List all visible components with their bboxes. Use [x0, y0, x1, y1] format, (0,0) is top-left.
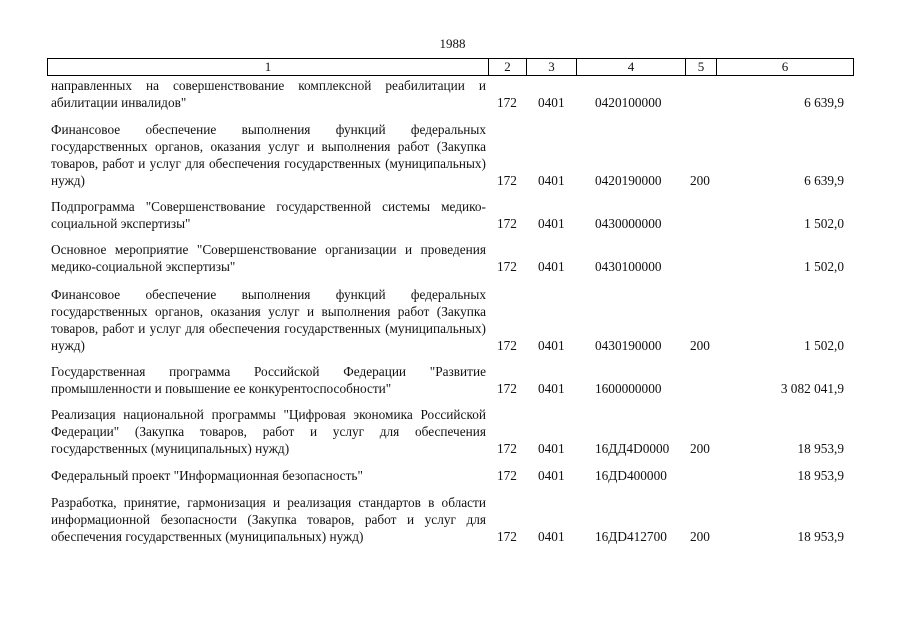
- row-col-4: 1600000000: [595, 381, 662, 396]
- row-col-6: 18 953,9: [797, 441, 844, 456]
- row-col-2: 172: [497, 216, 517, 231]
- row-col-2: 172: [497, 468, 517, 483]
- row-col-4: 16ДD412700: [595, 529, 667, 544]
- header-col-3: 3: [527, 59, 577, 75]
- row-col-6: 1 502,0: [804, 338, 844, 353]
- row-description: Реализация национальной программы "Цифровая экономика Российской Федерации" (Закупка товаров, работ и услуг для обеспечения государственных (муниципальных) нужд): [51, 407, 486, 456]
- row-col-6: 6 639,9: [804, 95, 844, 110]
- row-col-5: 200: [690, 338, 710, 353]
- page-number: 1988: [439, 36, 466, 51]
- row-col-5: 200: [690, 173, 710, 188]
- header-col-1: 1: [48, 59, 489, 75]
- row-col-3: 0401: [538, 529, 565, 544]
- row-col-2: 172: [497, 338, 517, 353]
- table-row: [0, 241, 905, 275]
- row-col-5: 200: [690, 441, 710, 456]
- row-col-3: 0401: [538, 173, 565, 188]
- row-col-2: 172: [497, 173, 517, 188]
- table-row: [0, 406, 905, 457]
- table-row: [0, 121, 905, 189]
- row-col-2: 172: [497, 529, 517, 544]
- row-col-4: 16ДД4D0000: [595, 441, 670, 456]
- row-col-4: 0420100000: [595, 95, 662, 110]
- row-col-3: 0401: [538, 259, 565, 274]
- row-col-5: 200: [690, 529, 710, 544]
- header-col-6: 6: [781, 59, 789, 74]
- row-col-3: 0401: [538, 468, 565, 483]
- row-col-2: 172: [497, 381, 517, 396]
- table-row: [0, 494, 905, 545]
- row-col-6: 18 953,9: [797, 468, 844, 483]
- row-col-6: 18 953,9: [797, 529, 844, 544]
- table-row: [0, 77, 905, 111]
- row-col-6: 6 639,9: [804, 173, 844, 188]
- row-description: направленных на совершенствование комплексной реабилитации и абилитации инвалидов": [51, 78, 486, 110]
- header-col-5: 5: [686, 59, 717, 75]
- table-row: [0, 363, 905, 397]
- row-col-4: 0420190000: [595, 173, 662, 188]
- row-col-4: 0430000000: [595, 216, 662, 231]
- row-description: Финансовое обеспечение выполнения функций федеральных государственных органов, оказания услуг и выполнения работ (Закупка товаров, работ и услуг для обеспечения государственных (муниципальных) нужд): [51, 122, 486, 188]
- table-row: [0, 198, 905, 232]
- header-col-4: 4: [577, 59, 686, 75]
- row-col-3: 0401: [538, 381, 565, 396]
- row-description: Основное мероприятие "Совершенствование организации и проведения медико-социальной экспертизы": [51, 242, 486, 274]
- row-col-6: 1 502,0: [804, 259, 844, 274]
- row-description: Финансовое обеспечение выполнения функций федеральных государственных органов, оказания услуг и выполнения работ (Закупка товаров, работ и услуг для обеспечения государственных (муниципальных) нужд): [51, 287, 486, 353]
- row-description: Государственная программа Российской Федерации "Развитие промышленности и повышение ее конкурентоспособности": [51, 364, 486, 396]
- table-row: [0, 467, 905, 484]
- row-col-3: 0401: [538, 441, 565, 456]
- row-description: Федеральный проект "Информационная безопасность": [51, 468, 363, 483]
- table-row: [0, 286, 905, 354]
- row-col-2: 172: [497, 259, 517, 274]
- row-col-3: 0401: [538, 216, 565, 231]
- row-col-4: 0430100000: [595, 259, 662, 274]
- header-col-2: 2: [489, 59, 527, 75]
- row-col-2: 172: [497, 441, 517, 456]
- row-col-3: 0401: [538, 95, 565, 110]
- row-description: Подпрограмма "Совершенствование государственной системы медико-социальной экспертизы": [51, 199, 486, 231]
- row-description: Разработка, принятие, гармонизация и реализация стандартов в области информационной безопасности (Закупка товаров, работ и услуг для обеспечения государственных (муниципальных) нужд): [51, 495, 486, 544]
- row-col-6: 1 502,0: [804, 216, 844, 231]
- row-col-3: 0401: [538, 338, 565, 353]
- row-col-4: 16ДD400000: [595, 468, 667, 483]
- row-col-6: 3 082 041,9: [780, 381, 844, 396]
- row-col-2: 172: [497, 95, 517, 110]
- row-col-4: 0430190000: [595, 338, 662, 353]
